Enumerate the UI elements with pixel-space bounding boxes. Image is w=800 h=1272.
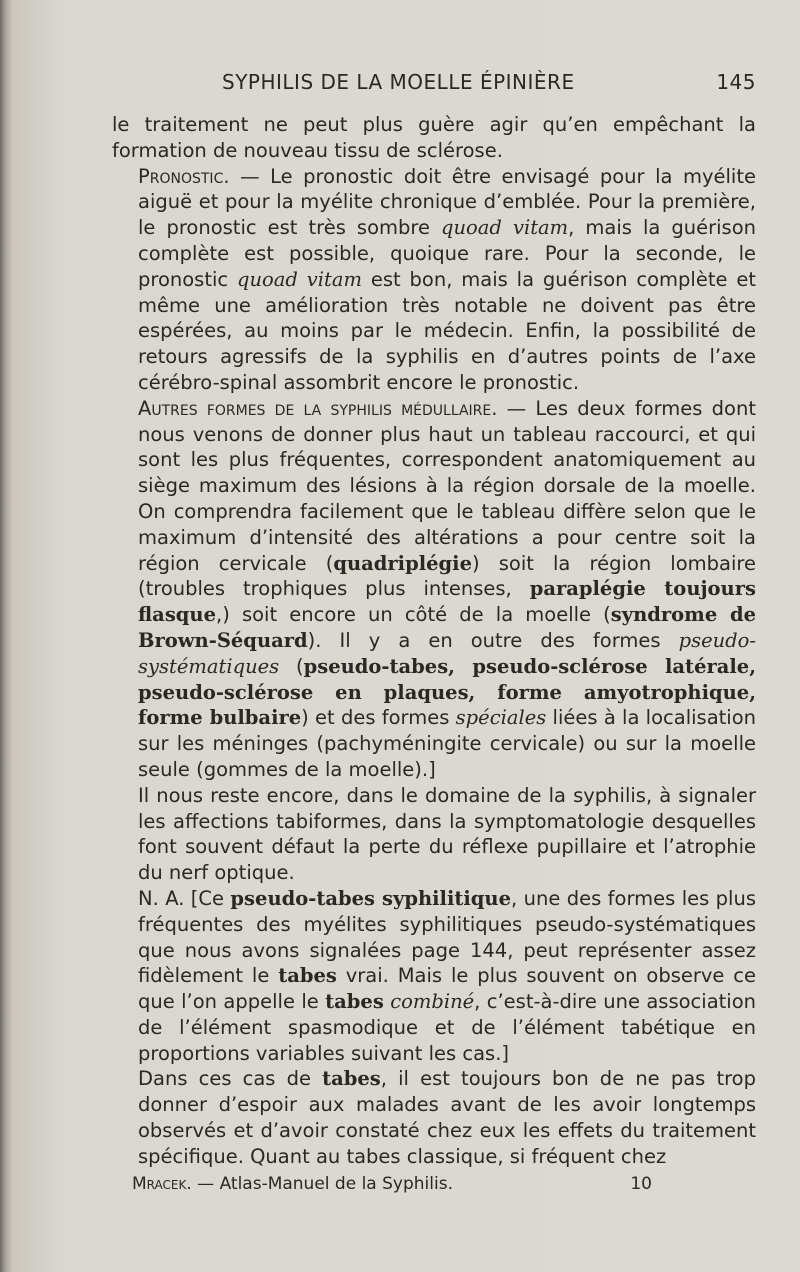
signature-mark: 10 (630, 1174, 652, 1194)
section-heading-pronostic: Pronostic. (138, 164, 230, 188)
page-footer (132, 1174, 652, 1194)
paragraph-tabiformes: Il nous reste encore, dans le domaine de la syphilis, à signaler les affections tabiformes, dans la symptomatologie desquelles font souvent défaut la perte du réflexe pupillaire et l’atrophie du nerf optique. (138, 783, 756, 885)
page-header (222, 70, 756, 94)
page-number: 145 (716, 70, 756, 94)
paragraph-tabes: Dans ces cas de tabes, il est toujours bon de ne pas trop donner d’espoir aux malades avant de les avoir longtemps observés et d’avoir constaté chez eux les effets du traitement spécifique. Quant au tabes classique, si fréquent chez (138, 1067, 756, 1168)
section-heading-autres-formes: Autres formes de la syphilis médullaire. (138, 396, 498, 420)
paragraph-pronostic: Pronostic. — Le pronostic doit être envisagé pour la myélite aiguë et pour la myélite chronique d’emblée. Pour la première, le pronostic est très sombre quoad vitam, mais la guérison complète est possible, quoique rare. Pour la seconde, le pronostic quoad vitam est bon, mais la guérison complète et même une amélioration très notable ne doivent pas être espérées, au moins par le médecin. Enfin, la possibilité de retours agressifs de la syphilis en d’autres points de l’axe cérébro-spinal assombrit encore le pronostic. (138, 164, 756, 394)
footer-reference: Mracek. — Atlas-Manuel de la Syphilis. (132, 1174, 453, 1194)
page-body (112, 112, 756, 1170)
paragraph-autres-formes: Autres formes de la syphilis médullaire. — Les deux formes dont nous venons de donner plus haut un tableau raccourci, et qui sont les plus fréquentes, correspondent anatomiquement au siège maximum des lésions à la région dorsale de la moelle. On comprendra facilement que le tableau diffère selon que le maximum d’intensité des altérations a pour centre soit la région cervicale (quadriplégie) soit la région lombaire (troubles trophiques plus intenses, paraplégie toujours flasque,) soit encore un côté de la moelle (syndrome de Brown-Séquard). Il y a en outre des formes pseudo-systématiques (pseudo-tabes, pseudo-sclérose latérale, pseudo-sclérose en plaques, forme amyotrophique, forme bulbaire) et des formes spéciales liées à la localisation sur les méninges (pachyméningite cervicale) ou sur la moelle seule (gommes de la moelle).] (138, 396, 757, 781)
paragraph-note-auteur: N. A. [Ce pseudo-tabes syphilitique, une des formes les plus fréquentes des myélites syphilitiques pseudo-systématiques que nous avons signalées page 144, peut représenter assez fidèlement le tabes vrai. Mais le plus souvent on observe ce que l’on appelle le tabes combiné, c’est-à-dire une association de l’élément spasmodique et de l’élément tabétique en proportions variables suivant les cas.] (138, 886, 757, 1065)
paragraph-1: le traitement ne peut plus guère agir qu’en empêchant la formation de nouveau tissu de sclérose. (112, 113, 756, 162)
running-title: SYPHILIS DE LA MOELLE ÉPINIÈRE (222, 70, 575, 94)
book-spine-shadow (0, 0, 14, 1272)
